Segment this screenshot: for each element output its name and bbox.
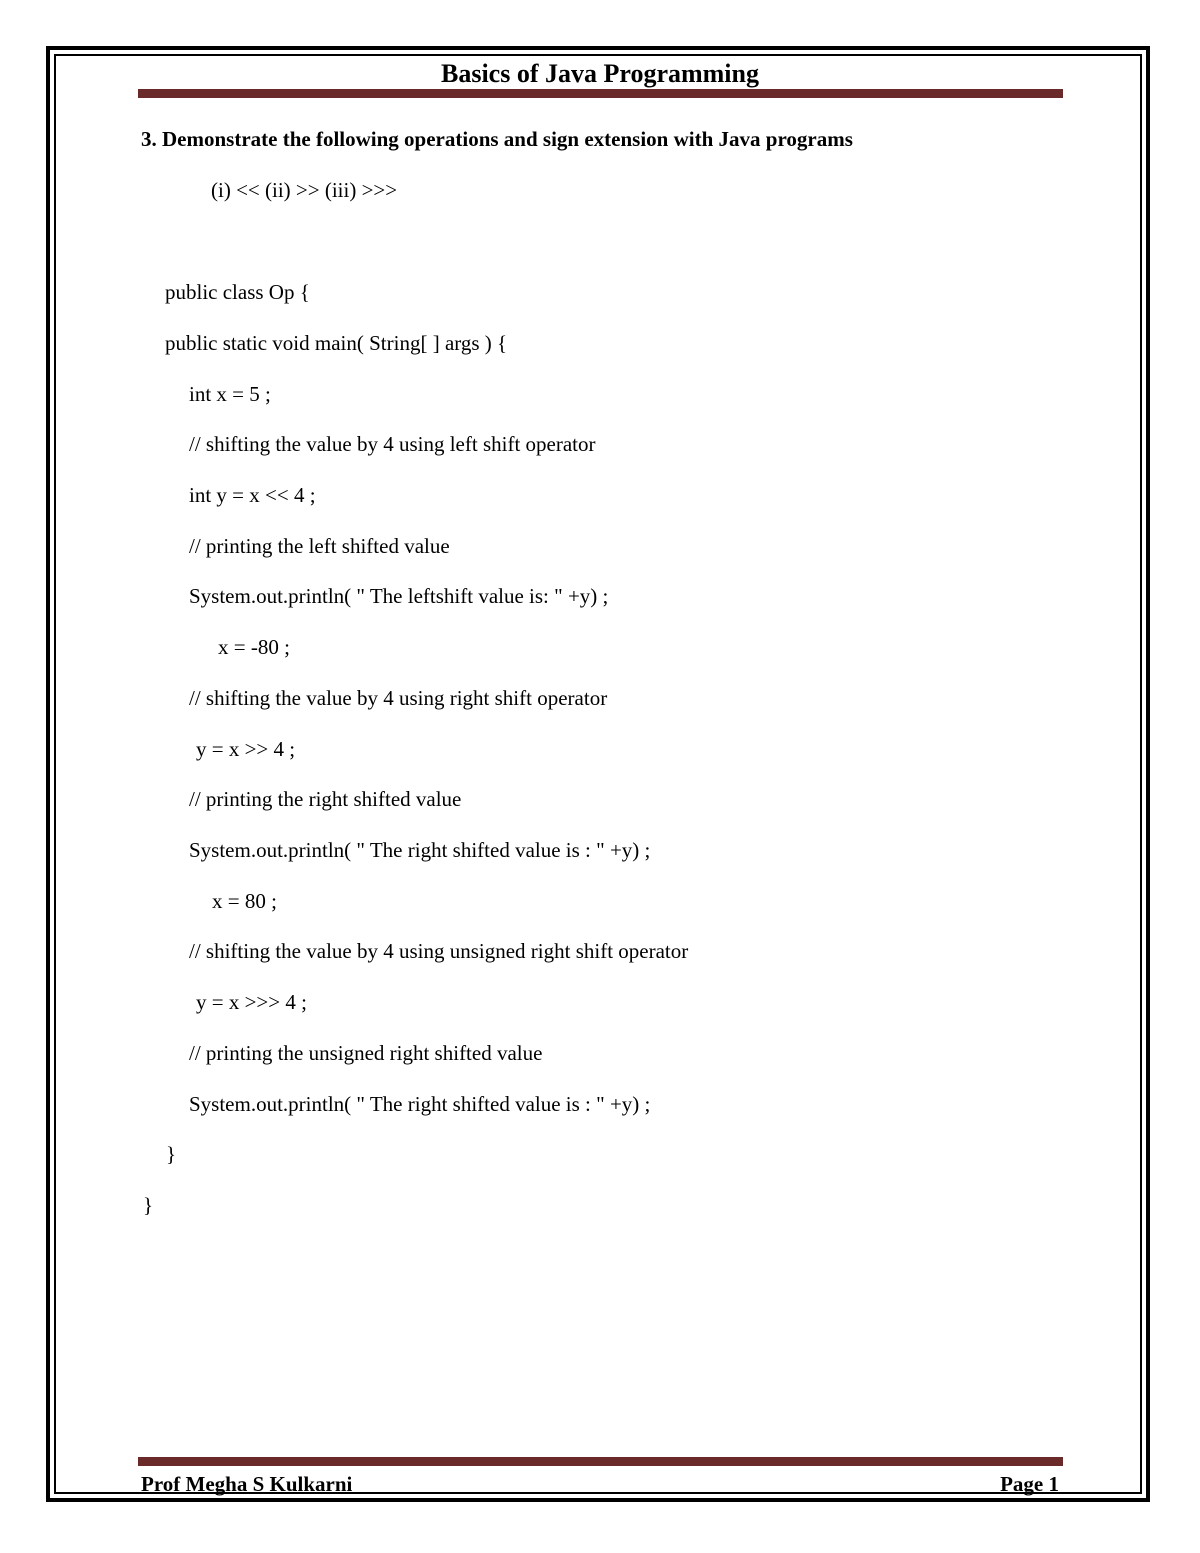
- page-inner-border: [54, 54, 1142, 1494]
- code-line: y = x >> 4 ;: [196, 737, 296, 761]
- code-line: y = x >>> 4 ;: [196, 990, 307, 1014]
- code-line: x = 80 ;: [212, 889, 277, 913]
- code-line: System.out.println( " The leftshift value is: " +y) ;: [189, 584, 609, 608]
- code-line: int y = x << 4 ;: [189, 483, 316, 507]
- code-line: // shifting the value by 4 using unsigned right shift operator: [189, 939, 689, 963]
- page-header-title: Basics of Java Programming: [441, 59, 759, 88]
- code-line: int x = 5 ;: [189, 382, 271, 406]
- code-line: System.out.println( " The right shifted value is : " +y) ;: [189, 838, 651, 862]
- code-line: }: [143, 1193, 154, 1217]
- footer-author: Prof Megha S Kulkarni: [141, 1472, 353, 1496]
- code-line: // printing the unsigned right shifted value: [189, 1041, 543, 1065]
- code-line: // printing the left shifted value: [189, 534, 450, 558]
- operators-list: (i) << (ii) >> (iii) >>>: [211, 178, 398, 202]
- code-line: public static void main( String[ ] args ) {: [165, 331, 508, 355]
- code-line: System.out.println( " The right shifted value is : " +y) ;: [189, 1092, 651, 1116]
- code-line: public class Op {: [165, 280, 310, 304]
- code-line: }: [166, 1142, 177, 1166]
- question-heading: 3. Demonstrate the following operations and sign extension with Java programs: [141, 127, 853, 151]
- code-line: // printing the right shifted value: [189, 787, 462, 811]
- header-rule: [138, 89, 1063, 98]
- code-line: x = -80 ;: [218, 635, 290, 659]
- code-line: // shifting the value by 4 using right shift operator: [189, 686, 608, 710]
- footer-rule: [138, 1457, 1063, 1466]
- page-number: Page 1: [1000, 1472, 1059, 1496]
- code-line: // shifting the value by 4 using left shift operator: [189, 432, 596, 456]
